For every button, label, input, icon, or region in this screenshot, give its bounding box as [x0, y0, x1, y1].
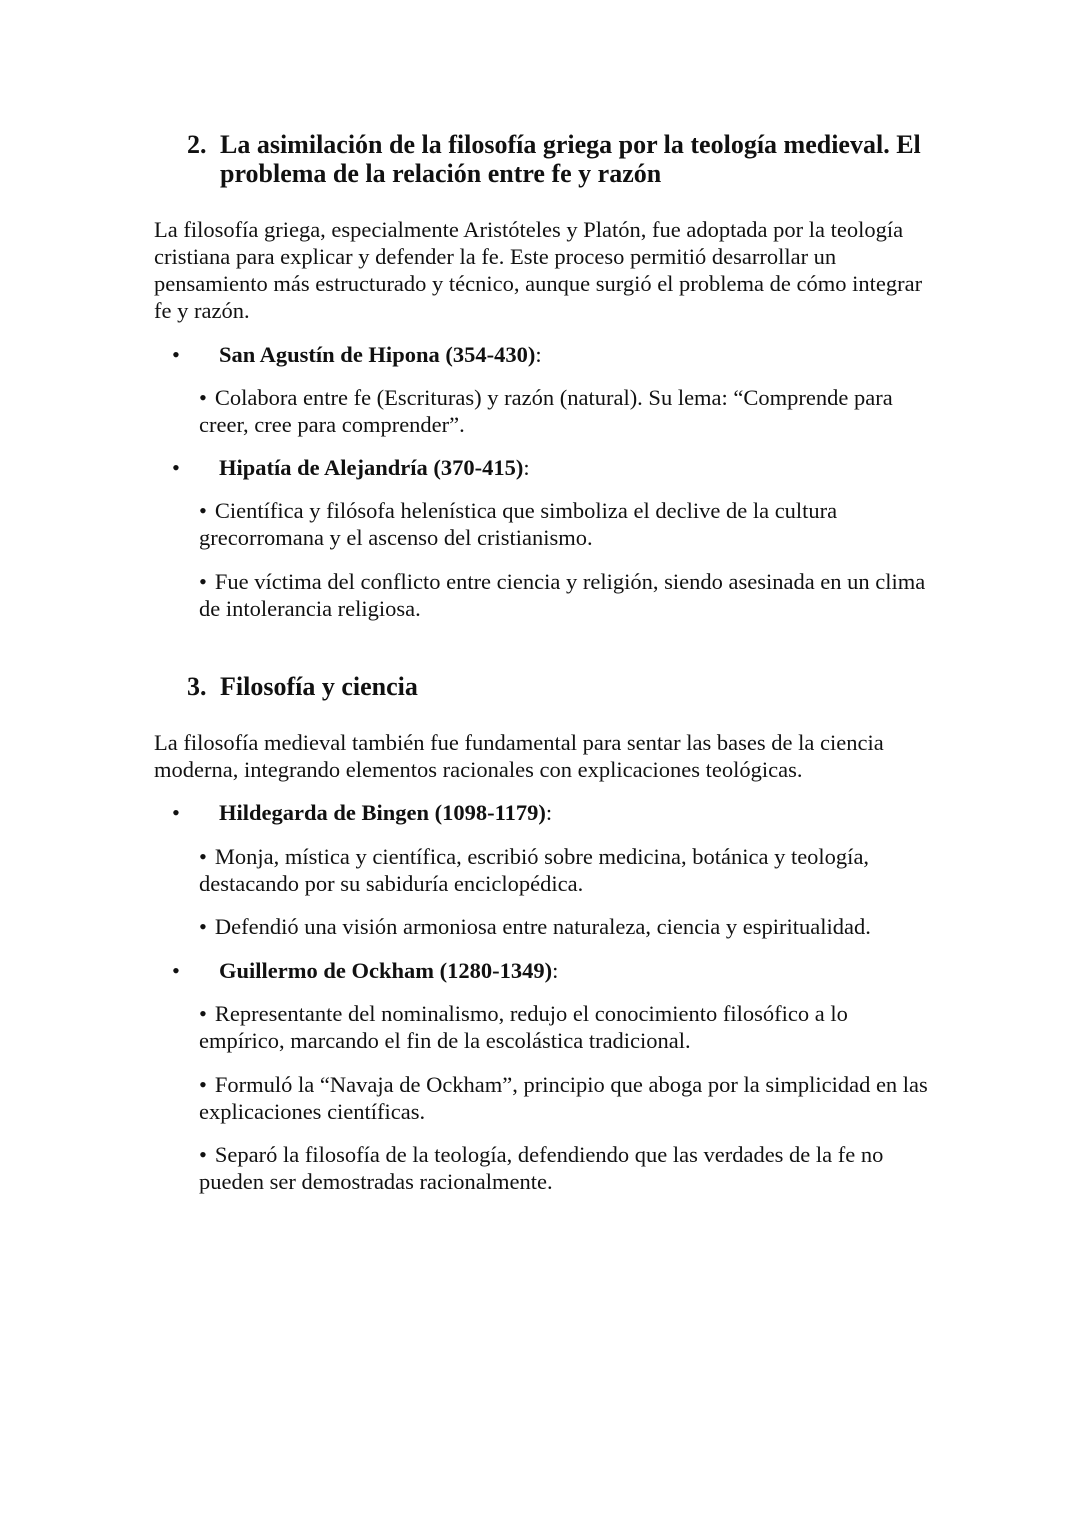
section-2-heading [187, 130, 927, 188]
bullet-icon: • [199, 844, 207, 869]
person-point [199, 913, 929, 940]
person-point [199, 1000, 929, 1054]
bullet-icon: • [199, 1001, 207, 1026]
point-text: Defendió una visión armoniosa entre naturaleza, ciencia y espiritualidad. [214, 914, 871, 939]
person-point [199, 384, 929, 438]
bullet-icon: • [172, 800, 180, 825]
person-point [199, 497, 929, 551]
name-colon: : [545, 800, 553, 825]
bullet-icon: • [172, 958, 180, 983]
bullet-icon: • [199, 385, 207, 410]
person-name: Hildegarda de Bingen (1098-1179) [219, 800, 546, 825]
person-name: Guillermo de Ockham (1280-1349) [219, 958, 553, 983]
section-2-number: 2. [187, 130, 207, 159]
section-3-heading [187, 672, 927, 701]
person-name: San Agustín de Hipona (354-430) [219, 342, 536, 367]
bullet-icon: • [199, 569, 207, 594]
bullet-icon: • [199, 498, 207, 523]
section-3-title: Filosofía y ciencia [220, 672, 418, 701]
point-text: Formuló la “Navaja de Ockham”, principio que aboga por la simplicidad en las explicaciones científicas. [199, 1072, 928, 1124]
bullet-icon: • [172, 455, 180, 480]
person-name: Hipatía de Alejandría (370-415) [219, 455, 524, 480]
bullet-icon: • [199, 1072, 207, 1097]
section-2-title: La asimilación de la filosofía griega por la teología medieval. El problema de la relación entre fe y razón [220, 130, 921, 188]
person-point [199, 1071, 929, 1125]
person-point [199, 568, 929, 622]
point-text: Colabora entre fe (Escrituras) y razón (natural). Su lema: “Comprende para creer, cree para comprender”. [199, 385, 893, 437]
name-colon: : [535, 342, 542, 367]
section-2-intro: La filosofía griega, especialmente Aristóteles y Platón, fue adoptada por la teología cristiana para explicar y defender la fe. Este proceso permitió desarrollar un pensamiento más estructurado y técnico, aunque surgió el problema de cómo integrar fe y razón. [154, 217, 923, 323]
point-text: Separó la filosofía de la teología, defendiendo que las verdades de la fe no pueden ser demostradas racionalmente. [199, 1142, 884, 1194]
point-text: Monja, mística y científica, escribió sobre medicina, botánica y teología, destacando por su sabiduría enciclopédica. [199, 844, 870, 896]
name-colon: : [523, 455, 530, 480]
name-colon: : [552, 958, 559, 983]
point-text: Científica y filósofa helenística que simboliza el declive de la cultura grecorromana y el ascenso del cristianismo. [199, 498, 838, 550]
point-text: Fue víctima del conflicto entre ciencia y religión, siendo asesinada en un clima de intolerancia religiosa. [199, 569, 926, 621]
person-point [199, 1141, 929, 1195]
person-point [199, 843, 929, 897]
point-text: Representante del nominalismo, redujo el conocimiento filosófico a lo empírico, marcando el fin de la escolástica tradicional. [199, 1001, 848, 1053]
section-3-intro: La filosofía medieval también fue fundamental para sentar las bases de la ciencia moderna, integrando elementos racionales con explicaciones teológicas. [154, 730, 884, 782]
section-3-number: 3. [187, 672, 207, 701]
bullet-icon: • [172, 342, 180, 367]
bullet-icon: • [199, 914, 207, 939]
bullet-icon: • [199, 1142, 207, 1167]
